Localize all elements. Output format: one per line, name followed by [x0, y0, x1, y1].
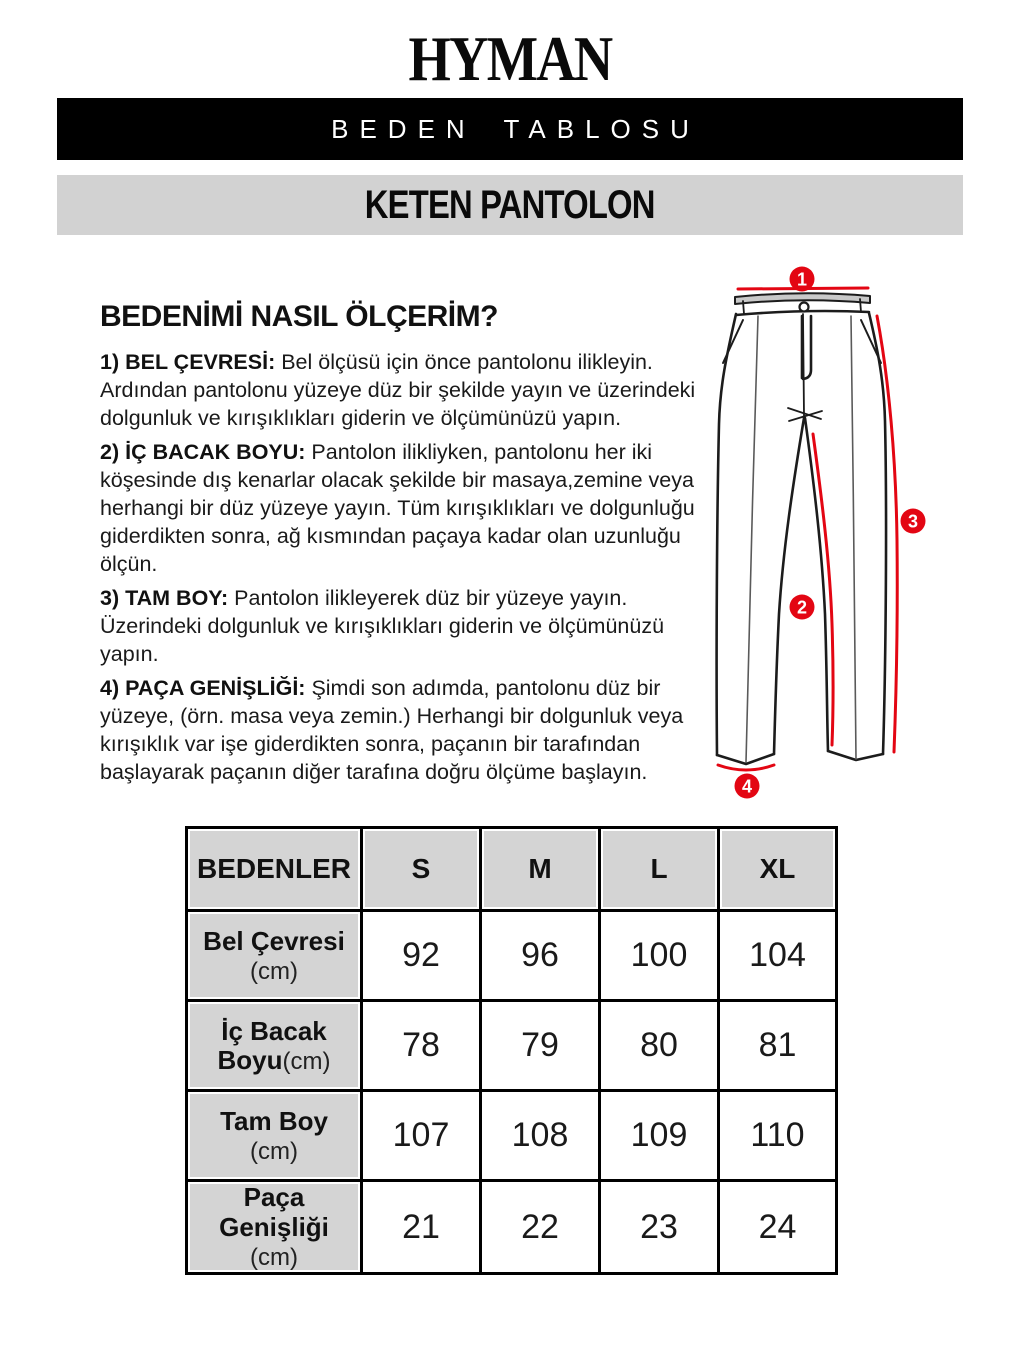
table-row-full-length [187, 1091, 837, 1181]
product-name: KETEN PANTOLON [365, 182, 655, 227]
button-icon [800, 303, 809, 312]
left-inseam [774, 418, 804, 754]
row-label-waist: Bel Çevresi (cm) [187, 911, 362, 1001]
guide-step-2-lead: 2) İÇ BACAK BOYU: [100, 440, 306, 464]
table-header-row [187, 828, 837, 911]
brand-logo: HYMAN [408, 23, 612, 94]
full-length-xl: 110 [719, 1091, 837, 1181]
table-row-inseam [187, 1001, 837, 1091]
guide-step-4-text: Şimdi son adımda, pantolonu düz bir yüzeye, (örn. masa veya zemin.) Herhangi bir dolgunluk veya kırışıklık var işe giderdikten sonra, paçanın bir tarafından başlayarak paçanın diğer tarafına doğru ölçüme başlayın. [100, 676, 684, 784]
waist-m: 96 [481, 911, 600, 1001]
measure-line-leg-opening [718, 765, 774, 770]
waist-l: 100 [600, 911, 719, 1001]
left-outer-seam [717, 314, 736, 755]
guide-step-1-lead: 1) BEL ÇEVRESİ: [100, 350, 276, 374]
guide-step-3-text: Pantolon ilikleyerek düz bir yüzeye yayın. Üzerindeki dolgunluk ve kırışıklıkları giderin ve ölçümünüzü yapın. [100, 586, 665, 666]
guide-title: BEDENİMİ NASIL ÖLÇERİM? [100, 300, 498, 333]
waistband-left-tick [743, 301, 744, 314]
pants-diagram [690, 258, 970, 808]
row-label-leg-opening: Paça Genişliği (cm) [187, 1181, 362, 1274]
row-label-inseam: İç Bacak Boyu(cm) [187, 1001, 362, 1091]
guide-step-2 [100, 438, 712, 578]
header-size-xl: XL [719, 828, 837, 911]
leg-opening-s: 21 [362, 1181, 481, 1274]
header-sizes: BEDENLER [187, 828, 362, 911]
guide-step-1-text: Bel ölçüsü için önce pantolonu ilikleyin. Ardından pantolonu yüzeye düz bir şekilde yayın ve üzerindeki dolgunluk ve kırışıklıkları giderin ve ölçümünüzü yapın. [100, 350, 696, 430]
marker-3-label: 3 [907, 511, 919, 532]
right-crease-line [851, 316, 856, 759]
guide-step-4 [100, 674, 712, 786]
left-crease-line [746, 316, 758, 762]
size-table [185, 826, 838, 1275]
waist-s: 92 [362, 911, 481, 1001]
guide-step-3-lead: 3) TAM BOY: [100, 586, 229, 610]
header-size-m: M [481, 828, 600, 911]
marker-1-label: 1 [796, 269, 808, 290]
table-row-waist [187, 911, 837, 1001]
full-length-s: 107 [362, 1091, 481, 1181]
waistband-right-tick [860, 299, 861, 312]
guide-step-3 [100, 584, 712, 668]
waist-xl: 104 [719, 911, 837, 1001]
guide-step-4-lead: 4) PAÇA GENİŞLİĞİ: [100, 676, 306, 700]
marker-2-label: 2 [796, 597, 808, 618]
right-outer-seam [869, 313, 886, 754]
inseam-xl: 81 [719, 1001, 837, 1091]
guide-step-1 [100, 348, 712, 432]
product-name-bar [57, 175, 963, 235]
inseam-s: 78 [362, 1001, 481, 1091]
full-length-l: 109 [600, 1091, 719, 1181]
header-size-s: S [362, 828, 481, 911]
leg-opening-l: 23 [600, 1181, 719, 1274]
center-front-line [803, 314, 804, 416]
leg-opening-m: 22 [481, 1181, 600, 1274]
header-size-l: L [600, 828, 719, 911]
size-table-banner [57, 98, 963, 160]
leg-opening-xl: 24 [719, 1181, 837, 1274]
row-label-full-length: Tam Boy (cm) [187, 1091, 362, 1181]
inseam-l: 80 [600, 1001, 719, 1091]
banner-text: BEDEN TABLOSU [331, 113, 700, 144]
marker-4-label: 4 [741, 776, 753, 797]
measurement-guide [100, 300, 712, 792]
inseam-m: 79 [481, 1001, 600, 1091]
full-length-m: 108 [481, 1091, 600, 1181]
guide-step-2-text: Pantolon ilikliyken, pantolonu her iki köşesinde dış kenarlar olacak şekilde bir masaya,zemine veya herhangi bir düz yüzeye yayın. Tüm kırışıklıkları ve dolgunluğu giderdikten sonra, ağ kısmından paçaya kadar olan uzunluğu ölçün. [100, 440, 695, 576]
table-row-leg-opening [187, 1181, 837, 1274]
